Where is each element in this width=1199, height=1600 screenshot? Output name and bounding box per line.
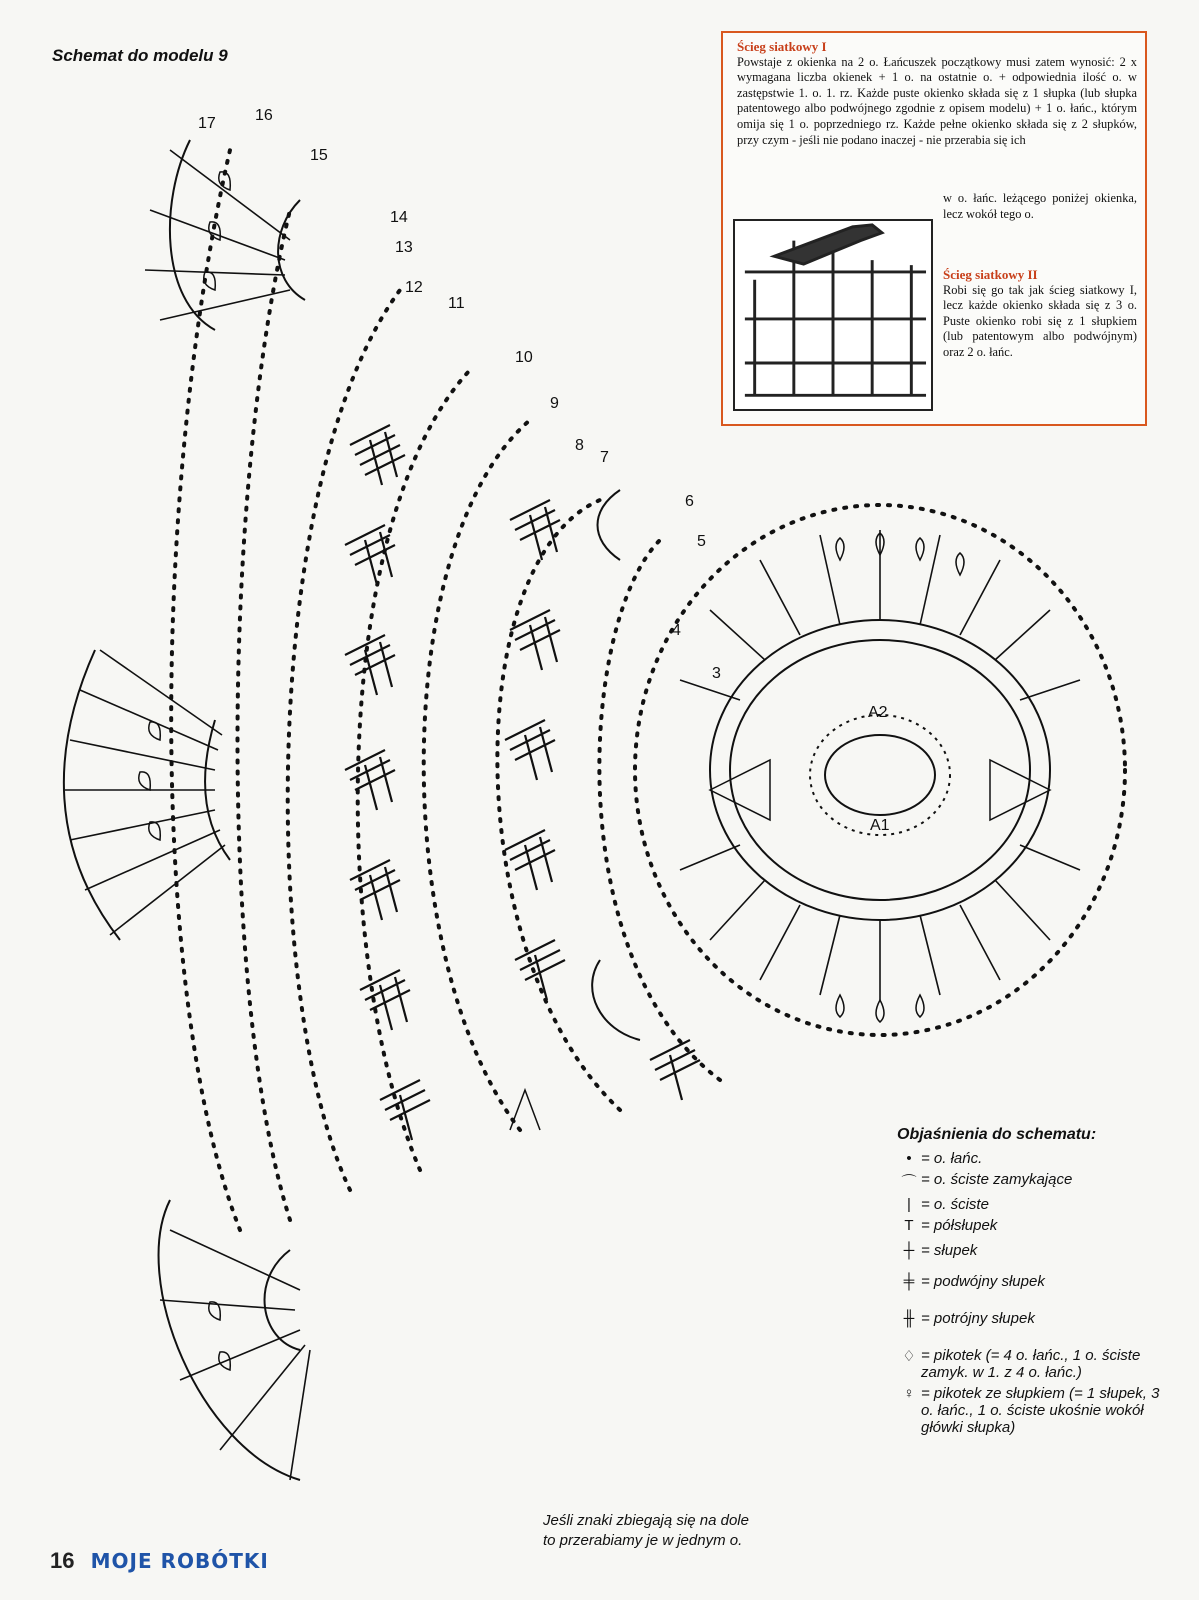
legend: [897, 1126, 1167, 1440]
page-title: Schemat do modelu 9: [52, 46, 228, 65]
picot-stem-icon: ♀: [903, 1385, 915, 1402]
row-label: 6: [685, 493, 694, 510]
legend-item: ╪ = podwójny słupek: [897, 1273, 1167, 1290]
page-number: 16: [50, 1548, 75, 1573]
row-label: 4: [672, 622, 681, 639]
legend-item: • = o. łańc.: [897, 1150, 1167, 1167]
dtr-icon: ╫: [903, 1310, 915, 1327]
row-label: 10: [515, 349, 533, 366]
legend-item: ╫ = potrójny słupek: [897, 1310, 1167, 1327]
section-mesh-stitch-2: [943, 267, 1137, 361]
legend-item: ⌒ = o. ściste zamykające: [897, 1171, 1167, 1192]
row-label: 11: [448, 295, 465, 312]
row-label: 17: [198, 115, 216, 132]
legend-item: T = półsłupek: [897, 1217, 1167, 1234]
section-text: Powstaje z okienka na 2 o. Łańcuszek początkowy musi zatem wynosić: 2 x wymagana liczba okienek + 1 o. na ostatnie o. + odpowiednia ilość o. w zastępstwie 1. o. 1. rz. Każde puste okienko składa się z 1 słupka (lub słupka patentowego albo podwójnego zgodnie z opisem modelu) + 1 o. łańc., którym omija się 1 o. poprzedniego rz. Każde pełne okienko składa się z 2 słupków, przy czym - jeśli nie podano inaczej - nie przerabia się ich: [737, 54, 1137, 147]
section-title: Ścieg siatkowy I: [737, 39, 827, 54]
half-dc-icon: T: [904, 1217, 914, 1234]
magazine-brand: MOJE ROBÓTKI: [90, 1549, 269, 1573]
legend-item: ♢ = pikotek (= 4 o. łańc., 1 o. ściste zamyk. w 1. z 4 o. łańc.): [897, 1347, 1167, 1381]
section-title: Ścieg siatkowy II: [943, 267, 1038, 282]
bottom-note: Jeśli znaki zbiegają się na dole to przerabiamy je w jednym o.: [543, 1512, 749, 1549]
section-text-continued: w o. łańc. leżącego poniżej okienka, lecz wokół tego o.: [943, 191, 1137, 221]
row-label: A1: [870, 817, 890, 834]
row-label: A2: [868, 704, 888, 721]
row-label: 8: [575, 437, 584, 454]
row-label: 14: [390, 209, 408, 226]
row-label: 5: [697, 533, 706, 550]
dc-icon: ┼: [903, 1242, 915, 1259]
legend-item: ♀ = pikotek ze słupkiem (= 1 słupek, 3 o. łańc., 1 o. ściste ukośnie wokół główki słupka): [897, 1385, 1167, 1436]
section-text: Robi się go tak jak ścieg siatkowy I, lecz każde okienko składa się z 3 o. Puste okienko robi się z 1 słupkiem (lub patentowym albo podwójnym) oraz 2 o. łańc.: [943, 282, 1137, 359]
row-label: 13: [395, 239, 413, 256]
arc-icon: ⌒: [901, 1174, 917, 1191]
picot-icon: ♢: [902, 1348, 916, 1365]
bar-icon: |: [907, 1196, 911, 1213]
section-mesh-stitch-1: [737, 39, 1137, 148]
tr-icon: ╪: [903, 1273, 915, 1290]
legend-item: | = o. ściste: [897, 1196, 1167, 1213]
row-label: 12: [405, 279, 423, 296]
stitch-info-box: [721, 31, 1147, 426]
row-label: 7: [600, 449, 609, 466]
row-label: 16: [255, 107, 273, 124]
row-label: 9: [550, 395, 559, 412]
mesh-stitch-illustration: [733, 219, 933, 411]
legend-item: ┼ = słupek: [897, 1242, 1167, 1259]
row-label: 15: [310, 147, 328, 164]
legend-title: Objaśnienia do schematu:: [897, 1126, 1097, 1143]
row-label: 3: [712, 665, 721, 682]
dot-icon: •: [906, 1150, 912, 1167]
page-footer: [50, 1548, 269, 1574]
